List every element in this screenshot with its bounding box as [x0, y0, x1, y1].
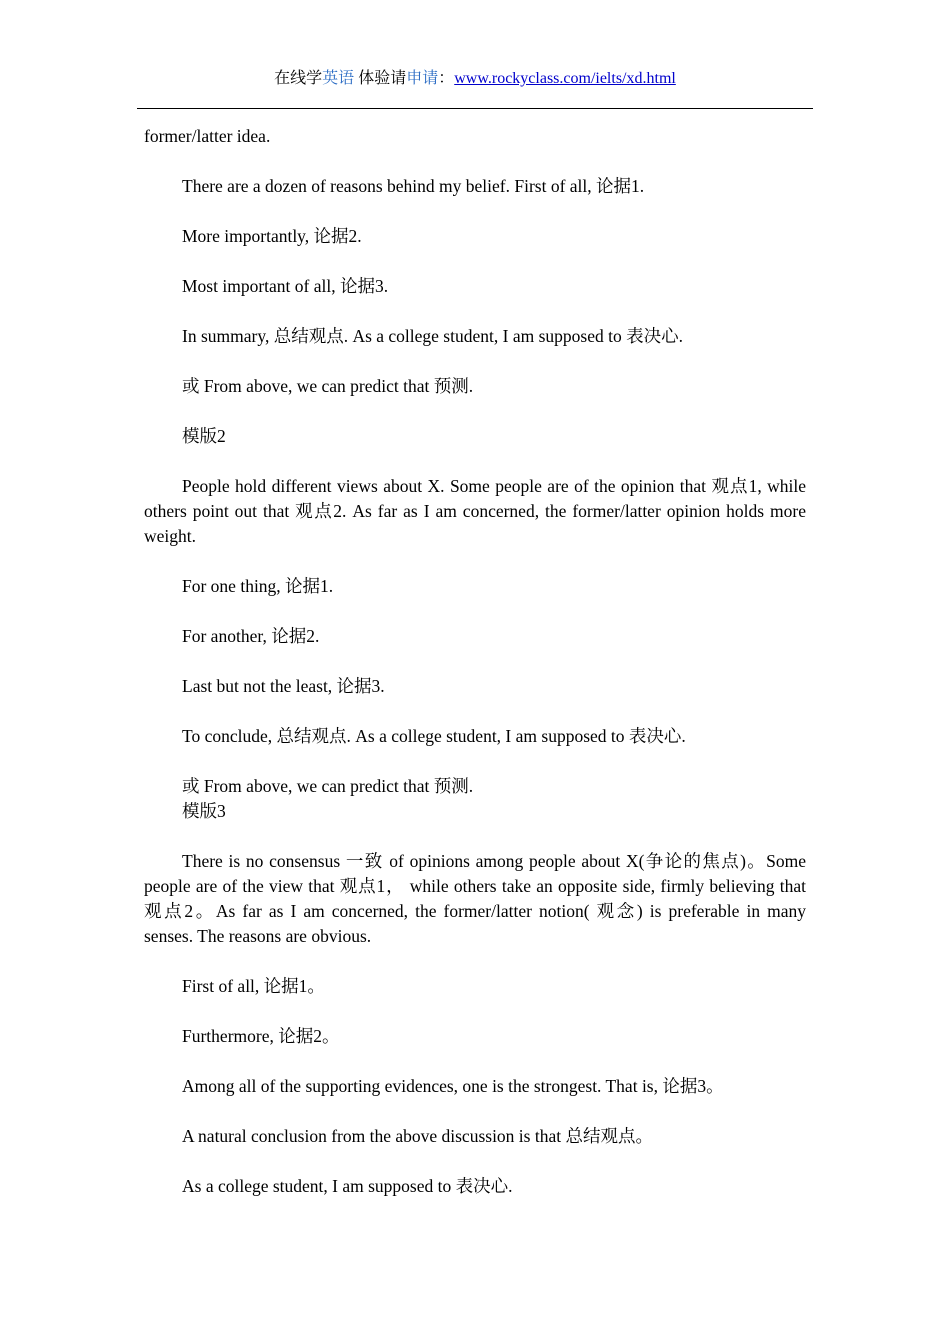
paragraph: To conclude, 总结观点. As a college student, I am supposed to 表决心.	[182, 726, 686, 746]
document-body	[144, 124, 806, 1199]
paragraph: People hold different views about X. Some people are of the opinion that 观点1, while others point out that 观点2. As far as I am concerned, the former/latter opinion holds more weight.	[144, 476, 806, 546]
template-heading: 模版3	[182, 801, 226, 821]
paragraph: Among all of the supporting evidences, one is the strongest. That is, 论据3。	[182, 1076, 724, 1096]
paragraph: First of all, 论据1。	[182, 976, 325, 996]
paragraph: In summary, 总结观点. As a college student, I am supposed to 表决心.	[182, 326, 683, 346]
header-text: 在线学	[274, 70, 323, 87]
header-link-english[interactable]: 英语	[322, 70, 355, 87]
paragraph: For another, 论据2.	[182, 626, 320, 646]
page-header	[0, 68, 950, 90]
paragraph: Most important of all, 论据3.	[182, 276, 389, 296]
paragraph: There is no consensus 一致 of opinions among people about X(争论的焦点)。Some people are of the view that 观点1， while others take an opposite side, firmly believing that 观点2。As far as I am concerned, the former/latter notion( 观念) is preferable in many senses. The reasons are obvious.	[144, 851, 806, 946]
template-heading: 模版2	[182, 426, 226, 446]
header-colon: ：	[438, 70, 455, 87]
header-text: 体验请	[354, 70, 407, 87]
header-link-apply[interactable]: 申请	[406, 70, 439, 87]
paragraph: More importantly, 论据2.	[182, 226, 362, 246]
paragraph: 或 From above, we can predict that 预测.	[182, 776, 474, 796]
paragraph: 或 From above, we can predict that 预测.	[182, 376, 474, 396]
paragraph: There are a dozen of reasons behind my belief. First of all, 论据1.	[182, 176, 645, 196]
paragraph-continuation: former/latter idea.	[144, 126, 271, 146]
header-divider	[137, 108, 813, 109]
paragraph: As a college student, I am supposed to 表决心.	[182, 1176, 513, 1196]
header-url-link[interactable]: www.rockyclass.com/ielts/xd.html	[454, 70, 676, 87]
paragraph: Furthermore, 论据2。	[182, 1026, 340, 1046]
paragraph: Last but not the least, 论据3.	[182, 676, 385, 696]
paragraph: For one thing, 论据1.	[182, 576, 334, 596]
paragraph: A natural conclusion from the above discussion is that 总结观点。	[182, 1126, 653, 1146]
